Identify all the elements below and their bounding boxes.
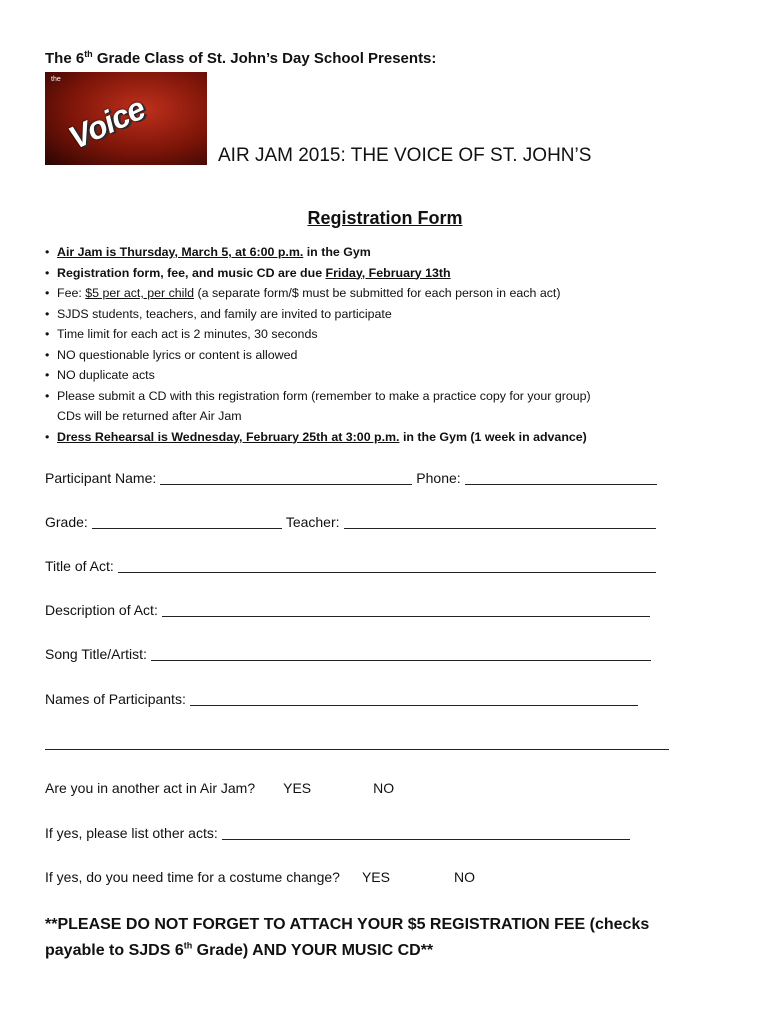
event-headline: AIR JAM 2015: THE VOICE OF ST. JOHN’S xyxy=(218,145,592,166)
list-text: Please submit a CD with this registration form (remember to make a practice copy for your group) xyxy=(57,388,591,403)
another-act-no[interactable]: NO xyxy=(373,780,395,796)
the-voice-logo xyxy=(45,72,207,165)
list-item: • SJDS students, teachers, and family are invited to participate xyxy=(45,306,392,321)
list-item: • Air Jam is Thursday, March 5, at 6:00 p.m. in the Gym xyxy=(45,245,371,259)
names-label: Names of Participants: xyxy=(45,691,186,707)
intro-text: The 6 xyxy=(45,50,85,67)
logo-text: Voice xyxy=(63,89,151,157)
closing-reminder xyxy=(45,912,649,964)
phone-label: Phone: xyxy=(416,470,461,486)
song-label: Song Title/Artist: xyxy=(45,646,147,662)
names-row-2 xyxy=(41,735,673,752)
intro-heading xyxy=(45,50,436,68)
another-act-yes[interactable]: YES xyxy=(283,780,312,796)
intro-sup: th xyxy=(84,49,93,59)
intro-text-rest: Grade Class of St. John’s Day School Presents: xyxy=(92,50,437,67)
info-list xyxy=(45,242,591,447)
description-label: Description of Act: xyxy=(45,602,158,618)
grade-teacher-row xyxy=(45,513,660,531)
list-item: • Please submit a CD with this registration form (remember to make a practice copy for your group) xyxy=(45,388,591,403)
costume-row xyxy=(45,868,475,886)
grade-field[interactable] xyxy=(92,514,282,529)
participant-name-field[interactable] xyxy=(160,470,412,485)
names-field-continued[interactable] xyxy=(45,735,669,750)
names-field[interactable] xyxy=(190,691,638,706)
teacher-field[interactable] xyxy=(344,514,656,529)
name-phone-row xyxy=(45,469,661,487)
closing-text: payable to SJDS 6 xyxy=(45,942,184,959)
list-item: • Time limit for each act is 2 minutes, 30 seconds xyxy=(45,327,318,341)
title-of-act-field[interactable] xyxy=(118,558,656,573)
list-item: • Registration form, fee, and music CD are due Friday, February 13th xyxy=(45,265,451,280)
rehearsal-location: in the Gym (1 week in advance) xyxy=(399,429,587,444)
list-item: • Dress Rehearsal is Wednesday, February 25th at 3:00 p.m. in the Gym (1 week in advance) xyxy=(45,429,587,444)
description-row xyxy=(45,601,654,619)
description-field[interactable] xyxy=(162,602,650,617)
due-date: Friday, February 13th xyxy=(325,265,451,280)
fee-amount: $5 per act, per child xyxy=(85,286,195,300)
names-row xyxy=(45,690,642,708)
list-item: • NO duplicate acts xyxy=(45,368,155,382)
logo-small-text: the xyxy=(51,76,61,83)
list-text: CDs will be returned after Air Jam xyxy=(57,409,242,423)
event-location: in the Gym xyxy=(303,245,371,259)
closing-sup: th xyxy=(183,940,193,951)
list-text: NO questionable lyrics or content is allowed xyxy=(57,347,298,362)
title-of-act-label: Title of Act: xyxy=(45,558,114,574)
list-item-continued xyxy=(45,406,591,427)
costume-label: If yes, do you need time for a costume change? xyxy=(45,869,340,885)
closing-text-rest: Grade) AND YOUR MUSIC CD** xyxy=(192,942,434,959)
costume-yes[interactable]: YES xyxy=(361,869,390,885)
other-acts-row xyxy=(45,824,634,842)
list-item: • Fee: $5 per act, per child (a separate form/$ must be submitted for each person in each act) xyxy=(45,286,561,300)
closing-line-1: **PLEASE DO NOT FORGET TO ATTACH YOUR $5 REGISTRATION FEE (checks xyxy=(45,916,650,933)
grade-label: Grade: xyxy=(45,514,88,530)
another-act-label: Are you in another act in Air Jam? xyxy=(45,780,256,796)
list-text: SJDS students, teachers, and family are invited to participate xyxy=(57,306,392,321)
title-row xyxy=(45,557,660,575)
list-text: Time limit for each act is 2 minutes, 30 seconds xyxy=(57,327,318,341)
song-row xyxy=(45,645,655,663)
due-text: Registration form, fee, and music CD are due xyxy=(57,265,326,280)
fee-note: (a separate form/$ must be submitted for each person in each act) xyxy=(194,286,561,300)
teacher-label: Teacher: xyxy=(285,514,340,530)
song-field[interactable] xyxy=(151,646,651,661)
costume-no[interactable]: NO xyxy=(453,869,475,885)
closing-line-2 xyxy=(45,938,649,964)
other-acts-label: If yes, please list other acts: xyxy=(45,825,218,841)
form-title: Registration Form xyxy=(307,208,463,228)
rehearsal-date: Dress Rehearsal is Wednesday, February 25th at 3:00 p.m. xyxy=(57,429,400,444)
list-item: • NO questionable lyrics or content is allowed xyxy=(45,347,298,362)
list-text: NO duplicate acts xyxy=(57,368,155,382)
participant-name-label: Participant Name: xyxy=(45,470,157,486)
other-acts-field[interactable] xyxy=(222,825,630,840)
phone-field[interactable] xyxy=(465,470,657,485)
event-date: Air Jam is Thursday, March 5, at 6:00 p.m. xyxy=(57,245,304,259)
another-act-row xyxy=(45,779,394,797)
fee-label: Fee: xyxy=(57,286,86,300)
